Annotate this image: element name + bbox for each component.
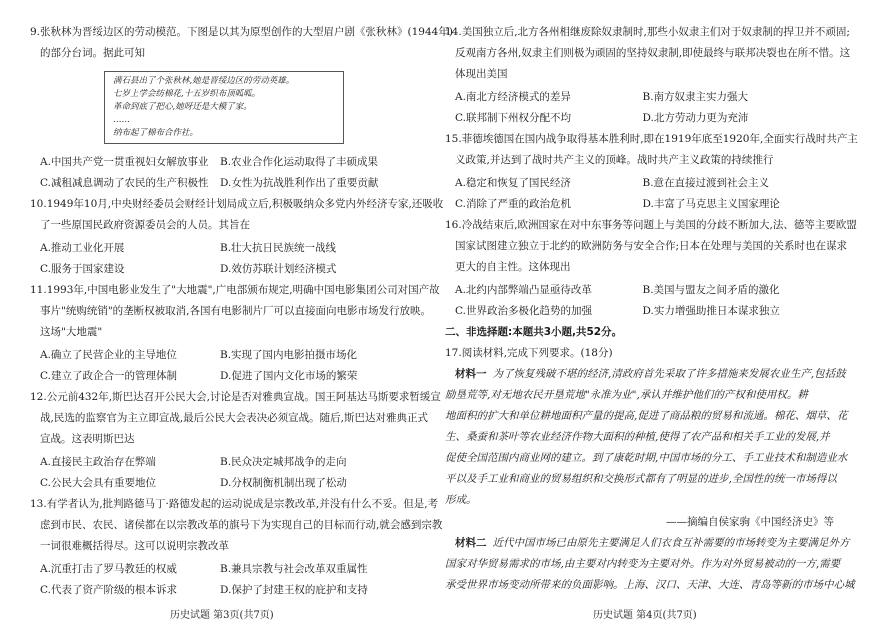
question-14-stem-line: 14.美国独立后,北方各州相继废除奴隶制时,那些小奴隶主们对于奴隶制的捍卫并不顽固; xyxy=(445,26,850,38)
option-a[interactable]: A.直接民主政治存在弊端 xyxy=(40,456,156,468)
question-9-stem-line: 的部分台词。据此可知 xyxy=(40,47,145,59)
page-footer: 历史试题 第4页(共7页) xyxy=(593,610,697,621)
script-line: 纳布起了棉布合作社。 xyxy=(113,128,199,138)
question-15-stem-line: 义政策,并达到了战时共产主义的顶峰。战时共产主义政策的持续推行 xyxy=(455,154,774,166)
material-line: 承受世界市场变动所带来的负面影响。上海、汉口、天津、大连、青岛等新的市场中心城 xyxy=(445,579,855,591)
option-c[interactable]: C.公民大会具有重要地位 xyxy=(40,477,156,489)
material-line: 平以及手工业和商业的贸易组织和交换形式都有了明显的进步,全国性的统一市场得以 xyxy=(445,473,837,485)
option-b[interactable]: B.实现了国内电影拍摄市场化 xyxy=(220,349,358,361)
material-line: 国家对华贸易需求的市场,由主要对内转变为主要对外。作为对外贸易被动的一方,需要 xyxy=(445,558,841,570)
option-c[interactable]: C.代表了资产阶级的根本诉求 xyxy=(40,584,177,596)
material-line: 形成。 xyxy=(445,494,477,506)
option-b[interactable]: B.意在直接过渡到社会主义 xyxy=(642,177,770,189)
script-line: 满石县出了个张秋林,她是晋绥边区的劳动英雄。 xyxy=(113,76,295,86)
option-a[interactable]: A.南北方经济模式的差异 xyxy=(455,91,571,103)
option-a[interactable]: A.推动工业化开展 xyxy=(40,242,125,254)
option-d[interactable]: D.女性为抗战胜利作出了重要贡献 xyxy=(220,177,379,189)
option-b[interactable]: B.美国与盟友之间矛盾的激化 xyxy=(642,284,780,296)
option-d[interactable]: D.实力增强助推日本谋求独立 xyxy=(642,305,780,317)
option-c[interactable]: C.减租减息调动了农民的生产积极性 xyxy=(40,177,209,189)
question-17 xyxy=(445,343,855,596)
question-12-options xyxy=(30,452,410,494)
material-one xyxy=(445,364,848,511)
question-16-stem-line: 更大的自主性。这体现出 xyxy=(455,261,571,273)
question-10-stem-line: 10.1949年10月,中央财经委员会财经计划局成立后,积极吸纳众多党内外经济专家,还吸收 xyxy=(30,198,444,210)
question-11-stem-line: 11.1993年,中国电影业发生了"大地震",广电部颁布规定,明确中国电影集团公司对国产故 xyxy=(30,284,440,296)
question-14-options xyxy=(445,87,840,129)
question-13-stem-line: 虑到市民、农民、诸侯都在以宗教改革的旗号下为实现自己的目标而行动,就会感到宗教 xyxy=(40,519,443,531)
question-11-options xyxy=(30,345,410,387)
material-source: ——摘编自侯家驹《中国经济史》等 xyxy=(666,516,834,528)
option-c[interactable]: C.服务于国家建设 xyxy=(40,263,125,275)
question-16-stem-line: 16.冷战结束后,欧洲国家在对中东事务等问题上与美国的分歧不断加大,法、德等主要欧盟 xyxy=(445,219,857,231)
material-line: 促使全国范围内商业网的建立。到了康乾时期,中国市场的分工、手工业技术和制造业水 xyxy=(445,452,848,464)
question-17-stem: 17.阅读材料,完成下列要求。(18分) xyxy=(445,347,613,359)
option-d[interactable]: D.分权制衡机制出现了松动 xyxy=(220,477,347,489)
option-b[interactable]: B.壮大抗日民族统一战线 xyxy=(220,242,337,254)
option-c[interactable]: C.世界政治多极化趋势的加强 xyxy=(455,305,592,317)
question-12 xyxy=(30,387,441,494)
question-10-options xyxy=(30,238,410,280)
question-13-stem-line: 一词很难概括得尽。这可以说明宗教改革 xyxy=(40,540,229,552)
question-15 xyxy=(445,129,858,215)
option-d[interactable]: D.北方劳动力更为充沛 xyxy=(642,112,749,124)
material-line: 近代中国市场已由原先主要满足人们衣食互补需要的市场转变为主要满足外方 xyxy=(492,537,850,549)
material-line: 地面积的扩大和单位耕地面积产量的提高,促进了商品粮的贸易和流通。棉花、烟草、花 xyxy=(445,410,848,422)
question-16-stem-line: 国家试图建立独立于北约的欧洲防务与安全合作;日本在处理与美国的关系时也在谋求 xyxy=(455,240,848,252)
option-b[interactable]: B.兼具宗教与社会改革双重属性 xyxy=(220,563,368,575)
question-15-stem-line: 15.菲德埃德国在国内战争取得基本胜利时,即在1919年底至1920年,全面实行战时共产主 xyxy=(445,133,858,145)
option-a[interactable]: A.确立了民营企业的主导地位 xyxy=(40,349,177,361)
question-9-options xyxy=(30,152,410,194)
option-d[interactable]: D.保护了封建王权的庇护和支持 xyxy=(220,584,368,596)
script-line: 革命到底了把心,她呀还是大模了家。 xyxy=(113,102,252,112)
option-a[interactable]: A.北约内部弊端凸显亟待改革 xyxy=(455,284,592,296)
section-heading: 二、非选择题:本题共3小题,共52分。 xyxy=(445,326,623,338)
question-12-stem-line: 宣战。这表明斯巴达 xyxy=(40,433,135,445)
option-b[interactable]: B.农业合作化运动取得了丰硕成果 xyxy=(220,156,379,168)
material-line: 生、桑蚕和茶叶等农业经济作物大面积的种植,使得了农产品和相关手工业的发展,并 xyxy=(445,431,830,443)
question-14-stem-line: 体现出美国 xyxy=(455,68,508,80)
option-c[interactable]: C.联邦制下州权分配不均 xyxy=(455,112,571,124)
question-9-stem-line: 9.张秋林为晋绥边区的劳动模范。下图是以其为原型创作的大型眉户剧《张秋林》(1944年) xyxy=(30,26,453,38)
option-b[interactable]: B.南方奴隶主实力强大 xyxy=(642,91,749,103)
question-10-stem-line: 了一些原国民政府资源委员会的人员。其旨在 xyxy=(40,219,250,231)
material-two xyxy=(445,533,855,596)
option-a[interactable]: A.中国共产党一贯重视妇女解放事业 xyxy=(40,156,209,168)
material-label: 材料一 xyxy=(455,368,487,380)
option-c[interactable]: C.建立了政企合一的管理体制 xyxy=(40,370,177,382)
question-13-options xyxy=(30,559,410,601)
question-15-options xyxy=(445,173,840,215)
question-11-stem-line: 这场"大地震" xyxy=(40,326,103,338)
question-16 xyxy=(445,215,857,322)
question-14-stem-line: 反观南方各州,奴隶主们则极为顽固的坚持奴隶制,即使最终与联邦决裂也在所不惜。这 xyxy=(455,47,851,59)
question-11-stem-line: 事片"统购统销"的垄断权被取消,各国有电影制片厂可以直接面向电影市场发行放映。 xyxy=(40,305,431,317)
question-11 xyxy=(30,280,440,387)
option-d[interactable]: D.丰富了马克思主义国家理论 xyxy=(642,198,780,210)
option-d[interactable]: D.效仿苏联计划经济模式 xyxy=(220,263,337,275)
option-a[interactable]: A.沉重打击了罗马教廷的权威 xyxy=(40,563,177,575)
script-line: 七岁上学会纺棉花,十五岁织布顶呱呱。 xyxy=(113,89,261,99)
material-label: 材料二 xyxy=(455,537,487,549)
question-12-stem-line: 12.公元前432年,斯巴达召开公民大会,讨论是否对雅典宣战。国王阿基达马斯要求暂缓宣 xyxy=(30,391,441,403)
right-page xyxy=(445,22,858,596)
question-16-options xyxy=(445,280,840,322)
option-d[interactable]: D.促进了国内文化市场的繁荣 xyxy=(220,370,358,382)
question-12-stem-line: 战,民选的监察官为主立即宣战,最后公民大会表决必须宣战。随后,斯巴达对雅典正式 xyxy=(40,412,429,424)
option-b[interactable]: B.民众决定城邦战争的走向 xyxy=(220,456,347,468)
script-line: …… xyxy=(113,115,130,125)
question-13 xyxy=(30,494,443,601)
page-footer: 历史试题 第3页(共7页) xyxy=(170,610,274,621)
material-line: 为了恢复残破不堪的经济,清政府首先采取了许多措施来发展农业生产,包括鼓 xyxy=(492,368,846,380)
option-a[interactable]: A.稳定和恢复了国民经济 xyxy=(455,177,571,189)
question-9 xyxy=(30,22,453,194)
question-13-stem-line: 13.有学者认为,批判路德马丁·路德发起的运动说成是宗教改革,并没有什么不妥。但是,考 xyxy=(30,498,439,510)
question-10 xyxy=(30,194,444,280)
script-excerpt-box xyxy=(104,71,344,144)
material-line: 励垦荒等,对无地农民开垦荒地"永准为业",承认并维护他们的产权和使用权。耕 xyxy=(445,389,808,401)
left-page xyxy=(30,22,453,601)
question-14 xyxy=(445,22,851,129)
option-c[interactable]: C.消除了严重的政治危机 xyxy=(455,198,571,210)
